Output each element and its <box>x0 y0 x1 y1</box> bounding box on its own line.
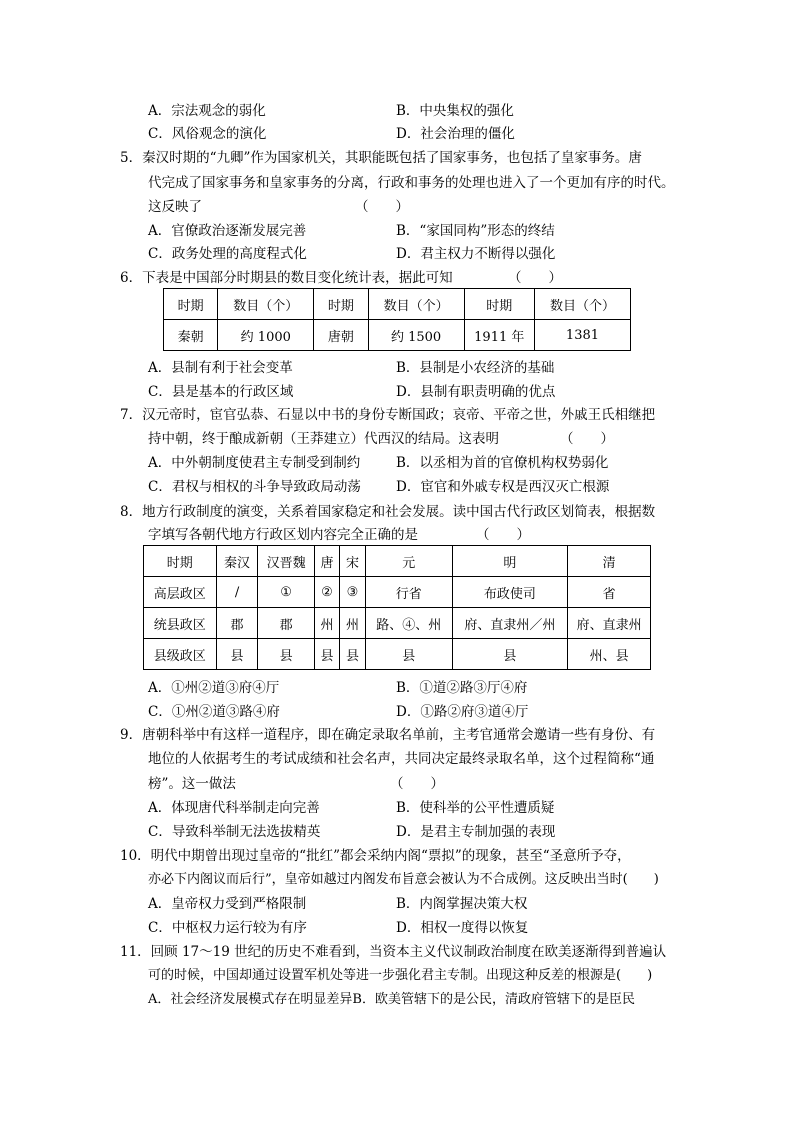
q4-option-b: B．中央集权的强化 <box>396 103 514 119</box>
q9-stem-line3: 榜”。这一做法 <box>148 776 236 792</box>
table-cell: ③ <box>340 577 366 608</box>
table-cell: 唐朝 <box>314 320 368 351</box>
q8-answer-paren: （ ） <box>476 527 530 543</box>
q8-option-a: A．①州②道③府④厅 <box>148 680 280 696</box>
table-cell: / <box>216 577 258 608</box>
table-cell: 州 <box>340 608 366 639</box>
table-cell: 县 <box>452 639 568 670</box>
q5-option-b: B．“家国同构”形态的终结 <box>396 223 555 239</box>
table-cell: 府、直隶州 <box>568 608 651 639</box>
q8-stem-line2: 字填写各朝代地方行政区划内容完全正确的是 <box>148 527 418 543</box>
q9-option-a: A．体现唐代科举制走向完善 <box>148 800 320 816</box>
table-cell: 县 <box>216 639 258 670</box>
table-cell: 约 1000 <box>218 320 314 351</box>
q7-option-d: D．宦官和外戚专权是西汉灭亡根源 <box>396 479 610 495</box>
table-cell: 县级政区 <box>144 639 217 670</box>
q6-stem-line1: 6．下表是中国部分时期县的数目变化统计表，据此可知 <box>120 270 453 286</box>
q7-answer-paren: （ ） <box>560 431 614 447</box>
table-cell: 时期 <box>144 546 217 577</box>
q5-stem-line1: 5．秦汉时期的“九卿”作为国家机关，其职能既包括了国家事务，也包括了皇家事务。唐 <box>120 150 642 166</box>
table-cell: 县 <box>258 639 314 670</box>
q10-option-a: A．皇帝权力受到严格限制 <box>148 896 307 912</box>
q7-option-a: A．中外朝制度使君主专制受到制约 <box>148 455 361 471</box>
table-cell: 时期 <box>164 289 218 320</box>
table-cell: 秦汉 <box>216 546 258 577</box>
q11-options-ab: A．社会经济发展模式存在明显差异B．欧美管辖下的是公民，清政府管辖下的是臣民 <box>148 992 635 1007</box>
table-cell: 高层政区 <box>144 577 217 608</box>
table-cell: 行省 <box>365 577 452 608</box>
table-cell: 1381 <box>534 320 630 351</box>
table-cell: 元 <box>365 546 452 577</box>
table-cell: 州 <box>314 608 340 639</box>
q9-stem-line1: 9．唐朝科举中有这样一道程序，即在确定录取名单前，主考官通常会邀请一些有身份、有 <box>120 727 656 743</box>
q5-stem-line2: 代完成了国家事务和皇家事务的分离，行政和事务的处理也进入了一个更加有序的时代。 <box>148 175 675 191</box>
table-cell: 清 <box>568 546 651 577</box>
table-cell: 统县政区 <box>144 608 217 639</box>
table-cell: 约 1500 <box>368 320 464 351</box>
table-cell: 县 <box>365 639 452 670</box>
q5-stem-line3: 这反映了 <box>148 199 202 215</box>
table-cell: 布政使司 <box>452 577 568 608</box>
q7-stem-line2: 持中朝，终于酿成新朝（王莽建立）代西汉的结局。这表明 <box>148 431 499 447</box>
q10-option-d: D．相权一度得以恢复 <box>396 920 529 936</box>
table-row <box>164 320 631 351</box>
table-cell: 省 <box>568 577 651 608</box>
q8-option-b: B．①道②路③厅④府 <box>396 680 528 696</box>
q8-option-c: C．①州②道③路④府 <box>148 704 280 720</box>
q8-stem-line1: 8．地方行政制度的演变，关系着国家稳定和社会发展。读中国古代行政区划简表，根据数 <box>120 504 656 520</box>
q4-option-a: A．宗法观念的弱化 <box>148 103 266 119</box>
q5-answer-paren: （ ） <box>355 199 409 215</box>
q8-option-d: D．①路②府③道④厅 <box>396 704 529 720</box>
q7-option-c: C．君权与相权的斗争导致政局动荡 <box>148 479 361 495</box>
table-cell: 时期 <box>464 289 534 320</box>
table-cell: 县 <box>314 639 340 670</box>
q6-option-a: A．县制有利于社会变革 <box>148 360 293 376</box>
q10-stem-line1: 10．明代中期曾出现过皇帝的“批红”都会采纳内阁“票拟”的现象，甚至“圣意所予夺， <box>120 848 631 864</box>
q6-option-c: C．县是基本的行政区域 <box>148 384 294 400</box>
table-cell: 汉晋魏 <box>258 546 314 577</box>
table-cell: ② <box>314 577 340 608</box>
q9-option-d: D．是君主专制加强的表现 <box>396 824 556 840</box>
q9-stem-line2: 地位的人依据考生的考试成绩和社会名声，共同决定最终录取名单，这个过程简称“通 <box>148 751 655 767</box>
q6-option-d: D．县制有职责明确的优点 <box>396 384 556 400</box>
table-cell: 数目（个） <box>534 289 630 320</box>
q5-option-c: C．政务处理的高度程式化 <box>148 246 307 262</box>
q9-option-b: B．使科举的公平性遭质疑 <box>396 800 555 816</box>
table-cell: 县 <box>340 639 366 670</box>
table-cell: 1911 年 <box>464 320 534 351</box>
q6-county-table <box>163 288 631 351</box>
q8-division-table <box>143 545 651 670</box>
table-cell: 府、直隶州／州 <box>452 608 568 639</box>
q4-option-c: C．风俗观念的演化 <box>148 126 267 142</box>
table-cell: 宋 <box>340 546 366 577</box>
table-row <box>144 577 651 608</box>
q5-option-a: A．官僚政治逐渐发展完善 <box>148 223 307 239</box>
table-cell: ① <box>258 577 314 608</box>
table-cell: 数目（个） <box>368 289 464 320</box>
q7-stem-line1: 7．汉元帝时，宦官弘恭、石显以中书的身份专断国政；哀帝、平帝之世，外戚王氏相继把 <box>120 407 656 423</box>
table-cell: 时期 <box>314 289 368 320</box>
q5-option-d: D．君主权力不断得以强化 <box>396 246 556 262</box>
table-row <box>144 546 651 577</box>
table-cell: 州、县 <box>568 639 651 670</box>
q11-stem-line2: 可的时候，中国却通过设置军机处等进一步强化君主专制。出现这种反差的根源是( ) <box>148 968 653 983</box>
table-row <box>144 639 651 670</box>
table-cell: 郡 <box>216 608 258 639</box>
q6-option-b: B．县制是小农经济的基础 <box>396 360 555 376</box>
q9-answer-paren: （ ） <box>390 776 444 792</box>
table-cell: 唐 <box>314 546 340 577</box>
q11-stem-line1: 11．回顾 17～19 世纪的历史不难看到，当资本主义代议制政治制度在欧美逐渐得到普遍认 <box>120 944 667 960</box>
table-row <box>144 608 651 639</box>
q7-option-b: B．以丞相为首的官僚机构权势弱化 <box>396 455 609 471</box>
q6-answer-paren: （ ） <box>508 270 562 286</box>
table-cell: 明 <box>452 546 568 577</box>
q4-option-d: D．社会治理的僵化 <box>396 126 515 142</box>
q10-stem-line2: 亦必下内阁议而后行”，皇帝如越过内阁发布旨意会被认为不合成例。这反映出当时( ) <box>148 872 659 887</box>
table-row <box>164 289 631 320</box>
table-cell: 秦朝 <box>164 320 218 351</box>
table-cell: 数目（个） <box>218 289 314 320</box>
table-cell: 郡 <box>258 608 314 639</box>
q10-option-c: C．中枢权力运行较为有序 <box>148 920 307 936</box>
q9-option-c: C．导致科举制无法选拔精英 <box>148 824 321 840</box>
table-cell: 路、④、州 <box>365 608 452 639</box>
q10-option-b: B．内阁掌握决策大权 <box>396 896 528 912</box>
